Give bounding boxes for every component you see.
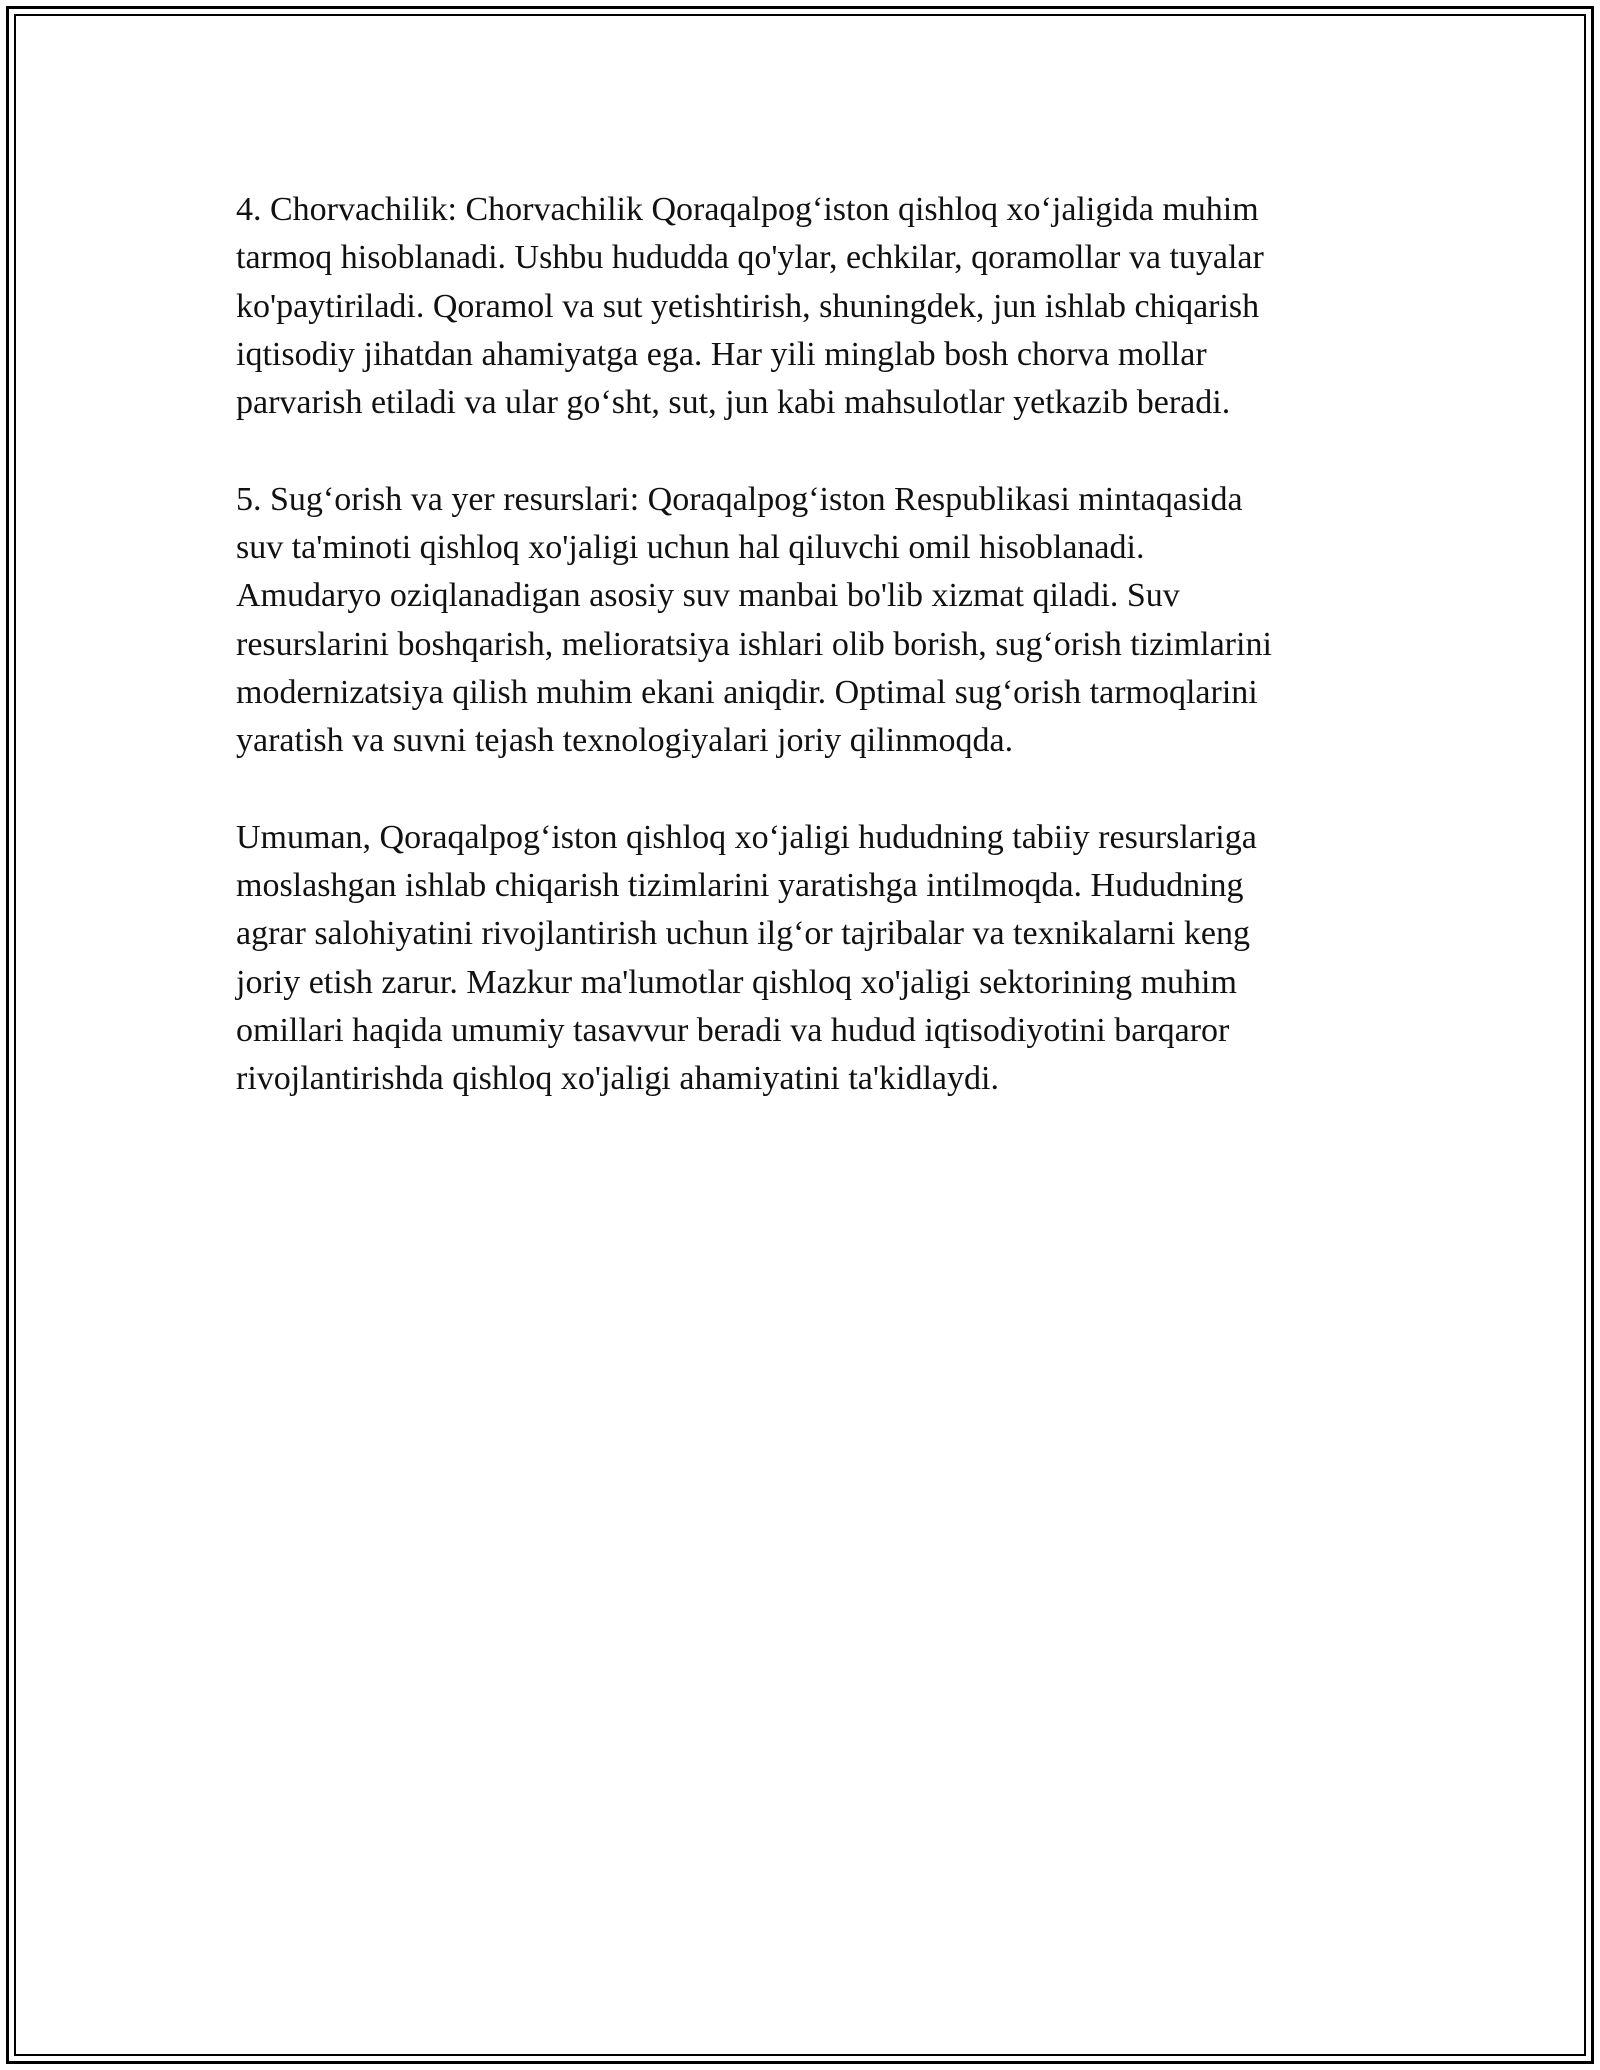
paragraph-irrigation: 5. Sug‘orish va yer resurslari: Qoraqalpog‘iston Respublikasi mintaqasida suv ta'minoti qishloq xo'jaligi uchun hal qiluvchi omil hisoblanadi. Amudaryo oziqlanadigan asosiy suv manbai bo'lib xizmat qiladi. Suv resurslarini boshqarish, melioratsiya ishlari olib borish, sug‘orish tizimlarini modernizatsiya qilish muhim ekani aniqdir. Optimal sug‘orish tarmoqlarini yaratish va suvni tejash texnologiyalari joriy qilinmoqda. bbox=[236, 480, 1272, 760]
paragraph-livestock: 4. Chorvachilik: Chorvachilik Qoraqalpog‘iston qishloq xo‘jaligida muhim tarmoq hisoblanadi. Ushbu hududda qo'ylar, echkilar, qoramollar va tuyalar ko'paytiriladi. Qoramol va sut yetishtirish, shuningdek, jun ishlab chiqarish iqtisodiy jihatdan ahamiyatga ega. Har yili minglab bosh chorva mollar parvarish etiladi va ular go‘sht, sut, jun kabi mahsulotlar yetkazib beradi. bbox=[236, 191, 1264, 422]
document-body bbox=[236, 186, 1366, 1152]
paragraph-conclusion: Umuman, Qoraqalpog‘iston qishloq xo‘jaligi hududning tabiiy resurslariga moslashgan ishlab chiqarish tizimlarini yaratishga intilmoqda. Hududning agrar salohiyatini rivojlantirish uchun ilg‘or tajribalar va texnikalarni keng joriy etish zarur. Mazkur ma'lumotlar qishloq xo'jaligi sektorining muhim omillari haqida umumiy tasavvur beradi va hudud iqtisodiyotini barqaror rivojlantirishda qishloq xo'jaligi ahamiyatini ta'kidlaydi. bbox=[236, 818, 1257, 1098]
